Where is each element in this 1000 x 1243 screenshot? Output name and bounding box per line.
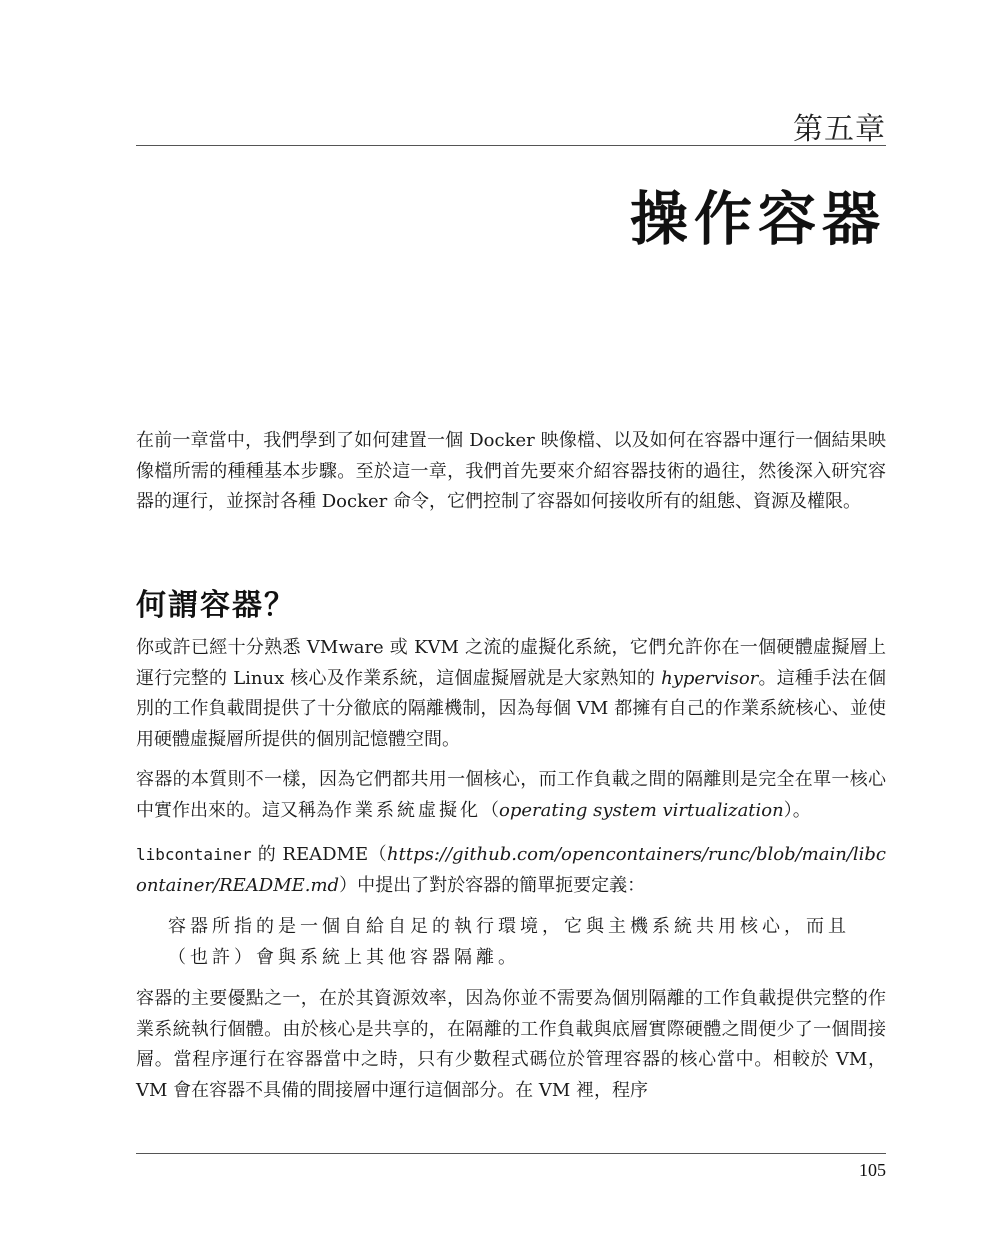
paragraph-text: ）中提出了對於容器的簡單扼要定義： bbox=[339, 874, 646, 896]
paragraph-text: 的 README（ bbox=[251, 844, 388, 865]
paragraph-text: 你或許已經十分熟悉 VMware 或 KVM 之流的虛擬化系統，它們允許你在一個硬體虛擬層上運行完整的 Linux 核心及作業系統，這個虛擬層就是大家熟知的 bbox=[136, 637, 886, 689]
definition-quote: 容器所指的是一個自給自足的執行環境，它與主機系統共用核心，而且（也許）會與系統上其他容器隔離。 bbox=[168, 916, 850, 968]
paragraph-virtualization bbox=[136, 633, 886, 755]
chapter-divider bbox=[136, 145, 886, 146]
hypervisor-term: hypervisor bbox=[661, 667, 759, 689]
paren-close: ）。 bbox=[783, 799, 811, 821]
paragraph-efficiency: 容器的主要優點之一，在於其資源效率，因為你並不需要為個別隔離的工作負載提供完整的作業系統執行個體。由於核心是共享的，在隔離的工作負載與底層實際硬體之間便少了一個間接層。當程序運行在容器當中之時，只有少數程式碼位於管理容器的核心當中。相較於 VM，VM 會在容器不具備的間接層中運行這個部分。在 VM 裡，程序 bbox=[136, 988, 886, 1101]
paragraph-containers bbox=[136, 765, 886, 826]
intro-paragraph: 在前一章當中，我們學到了如何建置一個 Docker 映像檔、以及如何在容器中運行一個結果映像檔所需的種種基本步驟。至於這一章，我們首先要來介紹容器技術的過往，然後深入研究容器的運行，並探討各種 Docker 命令，它們控制了容器如何接收所有的組態、資源及權限。 bbox=[136, 430, 886, 512]
section-heading: 何謂容器？ bbox=[136, 588, 296, 623]
os-virtualization-term: 作業系統虛擬化 bbox=[334, 799, 481, 821]
chapter-title: 操作容器 bbox=[629, 185, 886, 253]
paragraph-libcontainer bbox=[136, 840, 886, 901]
footer-divider bbox=[136, 1153, 886, 1154]
os-virtualization-term-en: operating system virtualization bbox=[499, 799, 784, 821]
paren-open: （ bbox=[481, 799, 499, 821]
chapter-label: 第五章 bbox=[793, 112, 886, 147]
page-number: 105 bbox=[859, 1160, 886, 1180]
paragraph-text: 。這種手法在個別的工作負載間提供了十分徹底的隔離機制，因為每個 VM 都擁有自己的作業系統核心、並使用硬體虛擬層所提供的個別記憶體空間。 bbox=[136, 667, 886, 750]
paragraph-text: 容器的本質則不一樣，因為它們都共用一個核心，而工作負載之間的隔離則是完全在單一核心中實作出來的。這又稱為 bbox=[136, 769, 886, 821]
libcontainer-code: libcontainer bbox=[136, 845, 252, 864]
readme-url-link[interactable]: https://github.com/opencontainers/runc/blob/main/libcontainer/README.md bbox=[136, 844, 886, 896]
